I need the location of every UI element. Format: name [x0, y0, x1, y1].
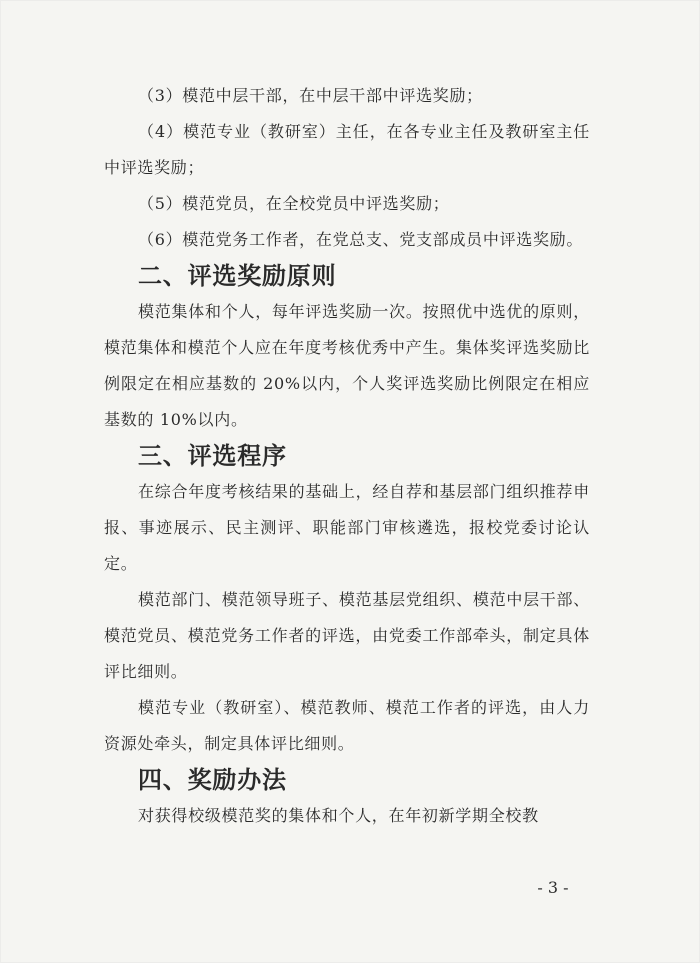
- paragraph-principles: 模范集体和个人，每年评选奖励一次。按照优中选优的原则，模范集体和模范个人应在年度考核优秀中产生。集体奖评选奖励比例限定在相应基数的 20%以内，个人奖评选奖励比例限定在相应基数的 10%以内。: [104, 302, 590, 429]
- paragraph-3: （5）模范党员，在全校党员中评选奖励；: [138, 194, 450, 213]
- paragraph-procedure-2: 模范部门、模范领导班子、模范基层党组织、模范中层干部、模范党员、模范党务工作者的评选，由党委工作部牵头，制定具体评比细则。: [104, 590, 590, 681]
- section-heading-procedure: 三、评选程序: [138, 442, 287, 470]
- paragraph-2: （4）模范专业（教研室）主任，在各专业主任及教研室主任中评选奖励；: [104, 122, 590, 177]
- section-heading-rewards: 四、奖励办法: [138, 766, 287, 794]
- paragraph-procedure-1: 在综合年度考核结果的基础上，经自荐和基层部门组织推荐申报、事迹展示、民主测评、职能部门审核遴选，报校党委讨论认定。: [104, 482, 590, 573]
- section-heading-principles: 二、评选奖励原则: [138, 262, 337, 290]
- paragraph-rewards: 对获得校级模范奖的集体和个人，在年初新学期全校教: [138, 806, 539, 825]
- paragraph-1: （3）模范中层干部，在中层干部中评选奖励；: [138, 86, 483, 105]
- document-body: [104, 78, 590, 834]
- paragraph-procedure-3: 模范专业（教研室）、模范教师、模范工作者的评选，由人力资源处牵头，制定具体评比细则。: [104, 698, 590, 753]
- page-number: - 3 -: [537, 878, 569, 897]
- paragraph-4: （6）模范党务工作者，在党总支、党支部成员中评选奖励。: [138, 230, 584, 249]
